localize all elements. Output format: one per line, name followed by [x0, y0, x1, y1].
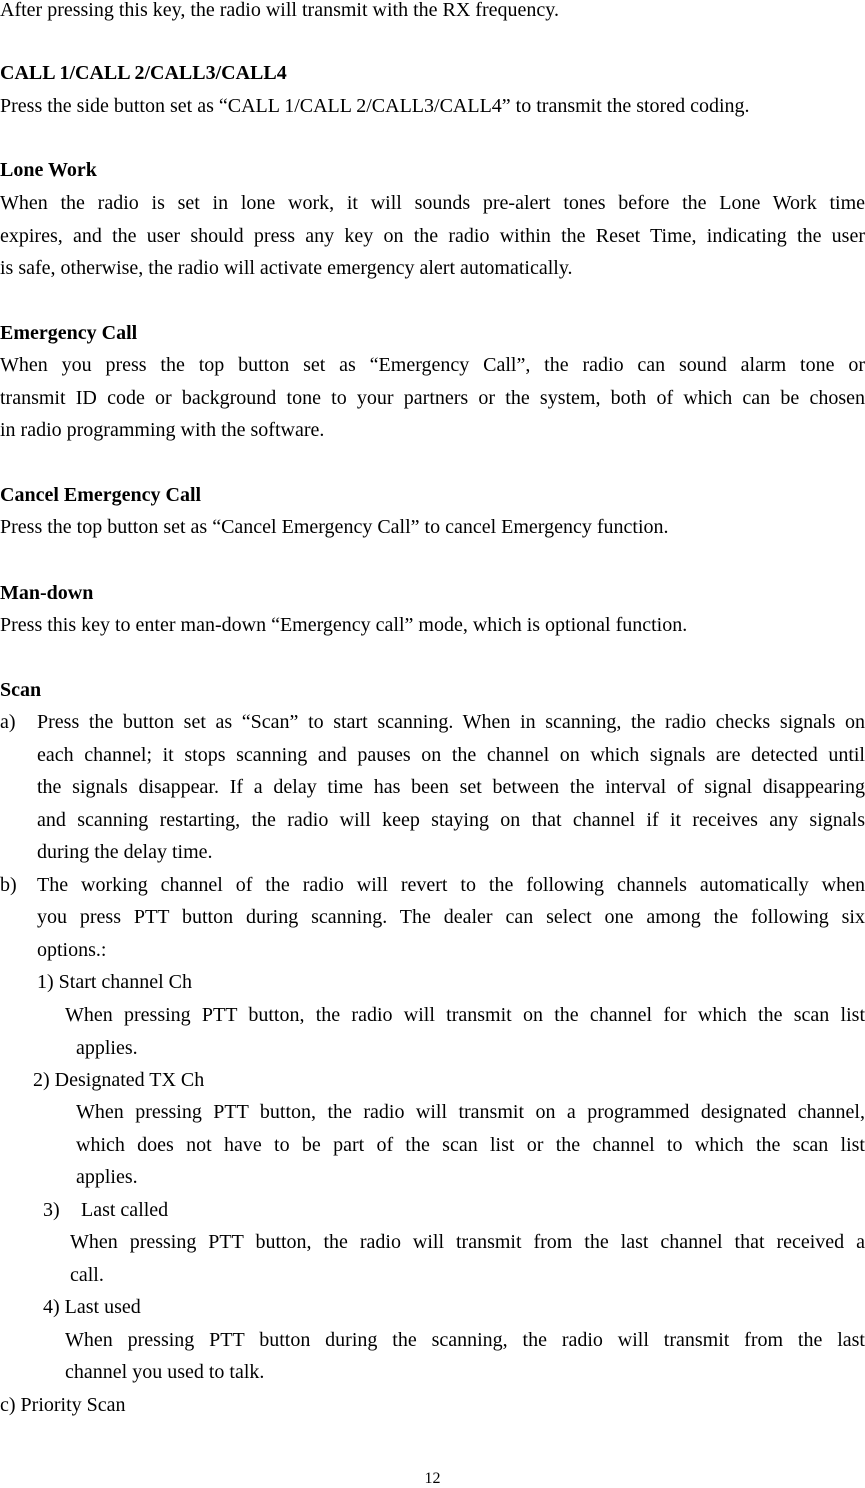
call-heading: CALL 1/CALL 2/CALL3/CALL4: [0, 62, 287, 84]
option-2-line: applies.: [76, 1166, 138, 1188]
option-1-line: applies.: [76, 1037, 138, 1059]
lone-work-line: When the radio is set in lone work, it will sounds pre-alert tones before the Lone Work time: [0, 192, 865, 214]
option-3-marker: 3): [43, 1199, 60, 1221]
option-3-line: call.: [70, 1264, 104, 1286]
emergency-call-line: in radio programming with the software.: [0, 419, 325, 441]
emergency-call-line: When you press the top button set as “Emergency Call”, the radio can sound alarm tone or: [0, 354, 865, 376]
scan-heading: Scan: [0, 679, 42, 701]
man-down-text: Press this key to enter man-down “Emergency call” mode, which is optional function.: [0, 614, 688, 636]
priority-scan-title: c) Priority Scan: [0, 1394, 126, 1416]
scan-item-a-line: during the delay time.: [37, 841, 213, 863]
scan-item-a-line: each channel; it stops scanning and pauses on the channel on which signals are detected until: [37, 744, 865, 766]
option-2-line: When pressing PTT button, the radio will transmit on a programmed designated channel,: [76, 1101, 865, 1123]
option-2-title: 2) Designated TX Ch: [33, 1069, 205, 1091]
option-3-line: When pressing PTT button, the radio will transmit from the last channel that received a: [70, 1231, 865, 1253]
scan-item-b-marker: b): [0, 874, 17, 896]
intro-text: After pressing this key, the radio will transmit with the RX frequency.: [0, 0, 559, 21]
man-down-heading: Man-down: [0, 582, 94, 604]
option-1-line: When pressing PTT button, the radio will transmit on the channel for which the scan list: [65, 1004, 865, 1026]
option-4-line: When pressing PTT button during the scanning, the radio will transmit from the last: [65, 1329, 865, 1351]
scan-item-b-line: options.:: [37, 939, 107, 961]
cancel-emergency-text: Press the top button set as “Cancel Emergency Call” to cancel Emergency function.: [0, 516, 669, 538]
cancel-emergency-heading: Cancel Emergency Call: [0, 484, 202, 506]
emergency-call-line: transmit ID code or background tone to your partners or the system, both of which can be chosen: [0, 387, 865, 409]
option-1-title: 1) Start channel Ch: [37, 971, 192, 993]
scan-item-a-line: the signals disappear. If a delay time has been set between the interval of signal disappearing: [37, 776, 865, 798]
option-4-title: 4) Last used: [43, 1296, 141, 1318]
lone-work-line: is safe, otherwise, the radio will activate emergency alert automatically.: [0, 257, 573, 279]
option-3-title: Last called: [81, 1199, 169, 1221]
page-number: 12: [424, 1470, 441, 1487]
scan-item-b-line: The working channel of the radio will revert to the following channels automatically when: [37, 874, 865, 896]
scan-item-b-line: you press PTT button during scanning. The dealer can select one among the following six: [37, 906, 865, 928]
scan-item-a-line: and scanning restarting, the radio will keep staying on that channel if it receives any signals: [37, 809, 865, 831]
lone-work-line: expires, and the user should press any key on the radio within the Reset Time, indicating the user: [0, 225, 865, 247]
scan-item-a-line: Press the button set as “Scan” to start scanning. When in scanning, the radio checks signals on: [37, 711, 865, 733]
option-2-line: which does not have to be part of the scan list or the channel to which the scan list: [76, 1134, 865, 1156]
option-4-line: channel you used to talk.: [65, 1361, 265, 1383]
call-text: Press the side button set as “CALL 1/CALL 2/CALL3/CALL4” to transmit the stored coding.: [0, 95, 750, 117]
emergency-call-heading: Emergency Call: [0, 322, 138, 344]
lone-work-heading: Lone Work: [0, 159, 97, 181]
scan-item-a-marker: a): [0, 711, 16, 733]
